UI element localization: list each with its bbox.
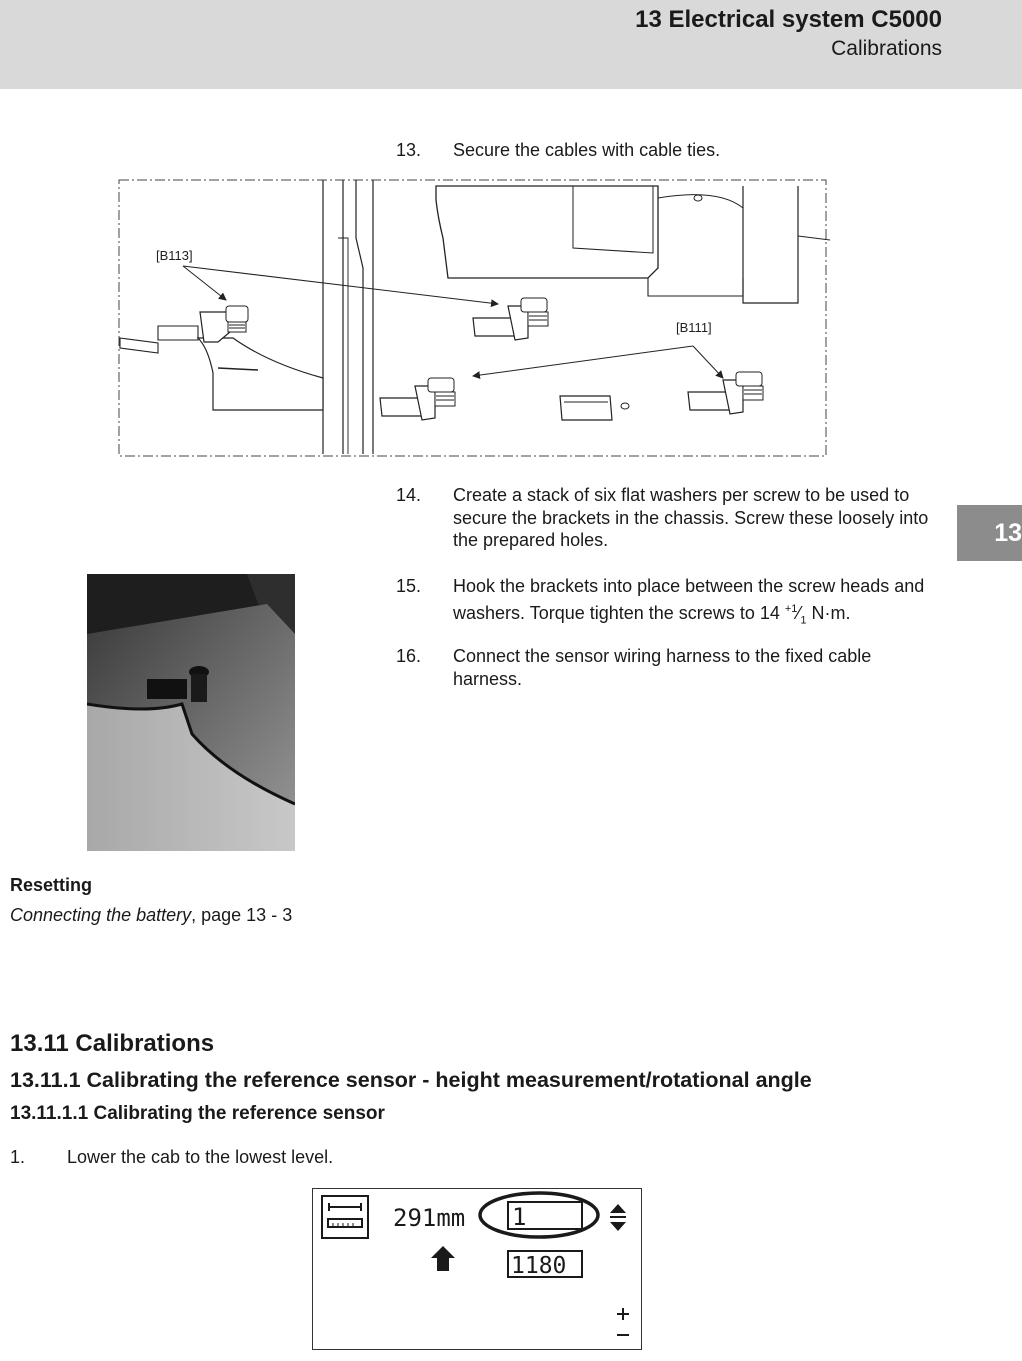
clamp-1	[200, 306, 248, 342]
plus-icon[interactable]	[617, 1308, 629, 1320]
up-down-arrows-icon[interactable]	[610, 1204, 626, 1231]
tolerance-plus: +1	[784, 602, 798, 615]
step-14	[396, 484, 956, 554]
step-13	[396, 139, 956, 163]
step-number: 14.	[396, 485, 422, 505]
header-band	[0, 0, 1022, 89]
label-b113: [B113]	[156, 248, 193, 263]
step-number: 1.	[10, 1147, 26, 1167]
selected-value: 1	[512, 1203, 527, 1231]
step-number: 16.	[396, 646, 422, 666]
height-scale-icon	[322, 1196, 368, 1238]
step-text: Connect the sensor wiring harness to the fixed cable harness.	[453, 646, 872, 689]
chassis-photo	[87, 574, 295, 851]
step-text: Create a stack of six flat washers per screw to be used to secure the brackets in the chassis. Screw these loosely into the prepared holes.	[453, 485, 929, 550]
header-title: 13 Electrical system C5000	[635, 6, 942, 33]
second-value: 1180	[511, 1253, 567, 1279]
section-heading-1: 13.11 Calibrations	[10, 1030, 215, 1057]
step-text: Hook the brackets into place between the screw heads and washers. Torque tighten the screws to 14 $^{+1}⁄_1$ N·m.	[453, 576, 925, 627]
step-number: 15.	[396, 576, 422, 596]
resetting-label: Resetting	[10, 875, 93, 895]
header-subtitle: Calibrations	[831, 37, 942, 60]
clamp-2	[473, 298, 548, 340]
section-heading-3: 13.11.1.1 Calibrating the reference sensor	[10, 1103, 385, 1124]
up-arrow-icon	[431, 1246, 455, 1271]
resetting-reference	[10, 905, 292, 926]
reference-link[interactable]: Connecting the battery	[10, 905, 192, 925]
reference-page: , page 13 - 3	[191, 905, 293, 925]
chapter-tab-label: 13	[994, 518, 1022, 547]
bracket-installation-figure	[118, 178, 830, 460]
step-number: 13.	[396, 140, 422, 160]
step-15	[396, 575, 956, 625]
tolerance-minus: 1	[800, 614, 807, 627]
step-16	[396, 645, 956, 695]
highlight-ellipse	[480, 1193, 598, 1237]
clamp-3	[380, 378, 455, 420]
label-b111: [B111]	[676, 320, 712, 335]
clamp-4	[688, 372, 763, 414]
chapter-tab[interactable]	[957, 505, 1022, 561]
step-text: Secure the cables with cable ties.	[453, 140, 721, 160]
step-text: Lower the cab to the lowest level.	[67, 1147, 334, 1167]
controller-display	[312, 1188, 642, 1350]
section-heading-2: 13.11.1 Calibrating the reference sensor - height measurement/rotational angle	[10, 1068, 812, 1092]
height-reading: 291mm	[393, 1204, 466, 1232]
